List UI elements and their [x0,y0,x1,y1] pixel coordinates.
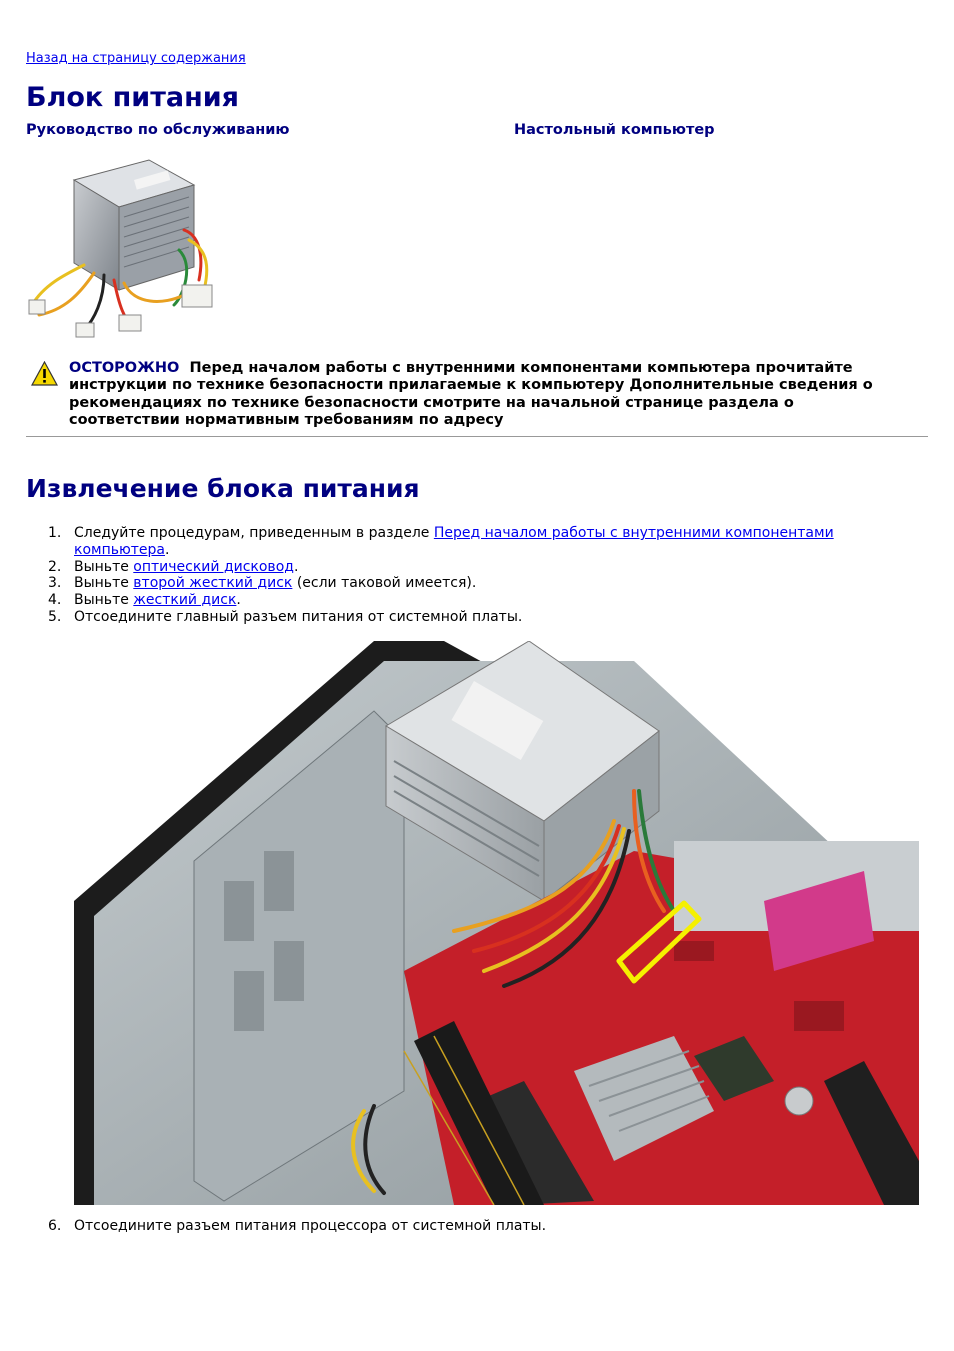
step-number: 4. [48,592,62,609]
step-number: 3. [48,575,62,592]
second-hard-drive-link[interactable]: второй жесткий диск [133,575,293,592]
step-number: 1. [48,525,62,541]
list-item [26,525,886,559]
step-text: Выньте [74,575,134,592]
guide-subtitle: Руководство по обслуживанию [26,122,290,138]
caution-label: ОСТОРОЖНО [69,360,180,376]
step-text: . [293,558,299,575]
before-you-begin-link[interactable]: Перед началом работы с внутренними компонентами компьютера [74,525,834,558]
warning-triangle-icon [31,361,58,386]
model-subtitle: Настольный компьютер [514,122,715,138]
step-text: Отсоедините главный разъем питания от системной платы. [74,608,523,625]
step-text: . [165,541,170,558]
step-text: Выньте [74,592,134,609]
list-item [26,592,886,609]
hard-drive-link[interactable]: жесткий диск [133,592,237,609]
step-number: 6. [48,1218,62,1234]
steps-list-continued [26,1218,886,1235]
list-item [26,559,886,576]
steps-list [26,525,886,626]
caution-text: Перед началом работы с внутренними компонентами компьютера прочитайте инструкции по технике безопасности прилагаемые к компьютеру Дополнительные сведения о рекомендациях по технике безопасности смотрите на начальной странице раздела о соответствии нормативным требованиям по адресу [69,360,873,428]
step-text: Следуйте процедурам, приведенным в разделе [74,525,434,541]
section-title: Извлечение блока питания [26,474,420,503]
step-text: Выньте [74,558,134,575]
section-divider [26,436,928,437]
optical-drive-link[interactable]: оптический дисковод [133,558,294,575]
list-item [26,609,886,626]
back-to-contents-link[interactable]: Назад на страницу содержания [26,51,246,66]
step-text: . [236,592,241,609]
list-item [26,1218,886,1235]
step-number: 2. [48,558,62,575]
step-text: Отсоедините разъем питания процессора от системной платы. [74,1218,547,1234]
computer-interior-photo [74,641,919,1205]
step-number: 5. [48,608,62,625]
list-item [26,575,886,592]
power-supply-image [24,155,220,345]
page-title: Блок питания [26,82,239,113]
step-text: (если таковой имеется). [292,575,477,592]
caution-notice [69,360,909,429]
